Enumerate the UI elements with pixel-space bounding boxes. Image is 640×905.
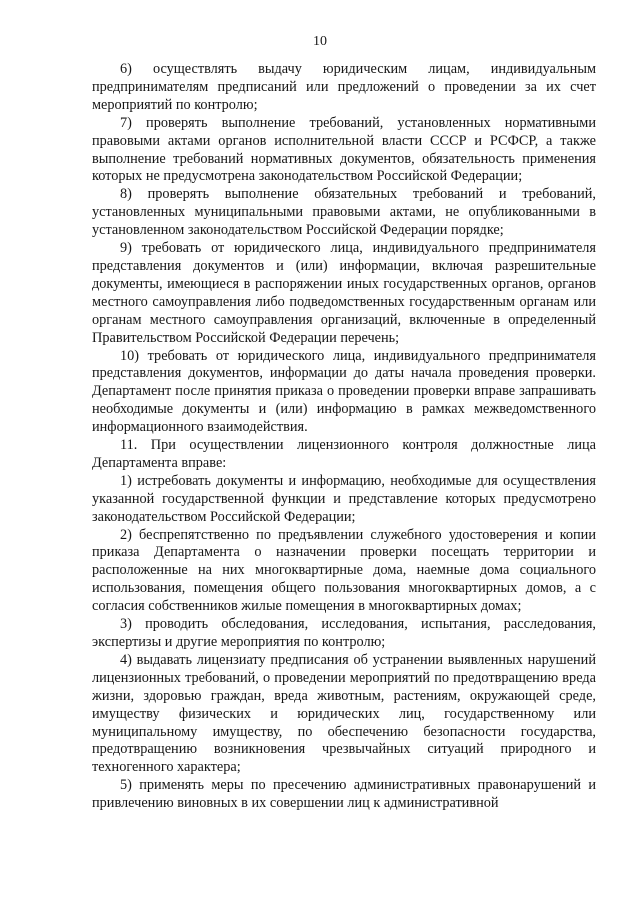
- paragraph-8-unpublished-acts: 8) проверять выполнение обязательных требований и требований, установленных муниципальными правовыми актами, не опубликованными в установленном законодательством Российской Федерации порядке;: [92, 186, 596, 239]
- paragraph-11-4-issue-orders: 4) выдавать лицензиату предписания об устранении выявленных нарушений лицензионных требований, о проведении мероприятий по предотвращению вреда жизни, здоровью граждан, вреда животным, растениям, окружающей среде, имуществу физических и юридических лиц, государственному или муниципальному имуществу, по обеспечению безопасности государства, предотвращению возникновения чрезвычайных ситуаций природного и техногенного характера;: [92, 651, 596, 776]
- paragraph-11-5-apply-measures: 5) применять меры по пресечению административных правонарушений и привлечению виновных в их совершении лиц к административной: [92, 777, 596, 812]
- paragraph-11-1-request-documents: 1) истребовать документы и информацию, необходимые для осуществления указанной государственной функции и представление которых предусмотрено законодательством Российской Федерации;: [92, 472, 596, 525]
- document-body: [92, 61, 596, 813]
- paragraph-9-documents-request: 9) требовать от юридического лица, индивидуального предпринимателя представления документов и (или) информации, включая разрешительные документы, имеющиеся в распоряжении иных государственных органов, органов местного самоуправления либо подведомственных государственным органам или органам местного самоуправления организаций, включенные в определенный Правительством Российской Федерации перечень;: [92, 240, 596, 346]
- section-11-heading: 11. При осуществлении лицензионного контроля должностные лица Департамента вправе:: [92, 437, 596, 471]
- paragraph-11-2-visit-premises: 2) беспрепятственно по предъявлении служебного удостоверения и копии приказа Департамента о назначении проверки посещать территории и расположенные на них многоквартирные дома, наемные дома социального использования, помещения общего пользования многоквартирных домов, а с согласия собственников жилые помещения в многоквартирных домах;: [92, 526, 596, 615]
- paragraph-6-issue-orders: 6) осуществлять выдачу юридическим лицам, индивидуальным предпринимателям предписаний или предложений о проведении за их счет мероприятий по контролю;: [92, 61, 596, 113]
- paragraph-11-3-examinations: 3) проводить обследования, исследования, испытания, расследования, экспертизы и другие мероприятия по контролю;: [92, 616, 596, 650]
- paragraph-10-before-inspection: 10) требовать от юридического лица, индивидуального предпринимателя представления документов, информации до даты начала проведения проверки. Департамент после принятия приказа о проведении проверки вправе запрашивать необходимые документы и (или) информацию в рамках межведомственного информационного взаимодействия.: [92, 347, 596, 436]
- paragraph-7-ussr-acts: 7) проверять выполнение требований, установленных нормативными правовыми актами органов исполнительной власти СССР и РСФСР, а также выполнение требований нормативных документов, обязательность применения которых не предусмотрена законодательством Российской Федерации;: [92, 114, 596, 185]
- page-number: 10: [313, 34, 327, 49]
